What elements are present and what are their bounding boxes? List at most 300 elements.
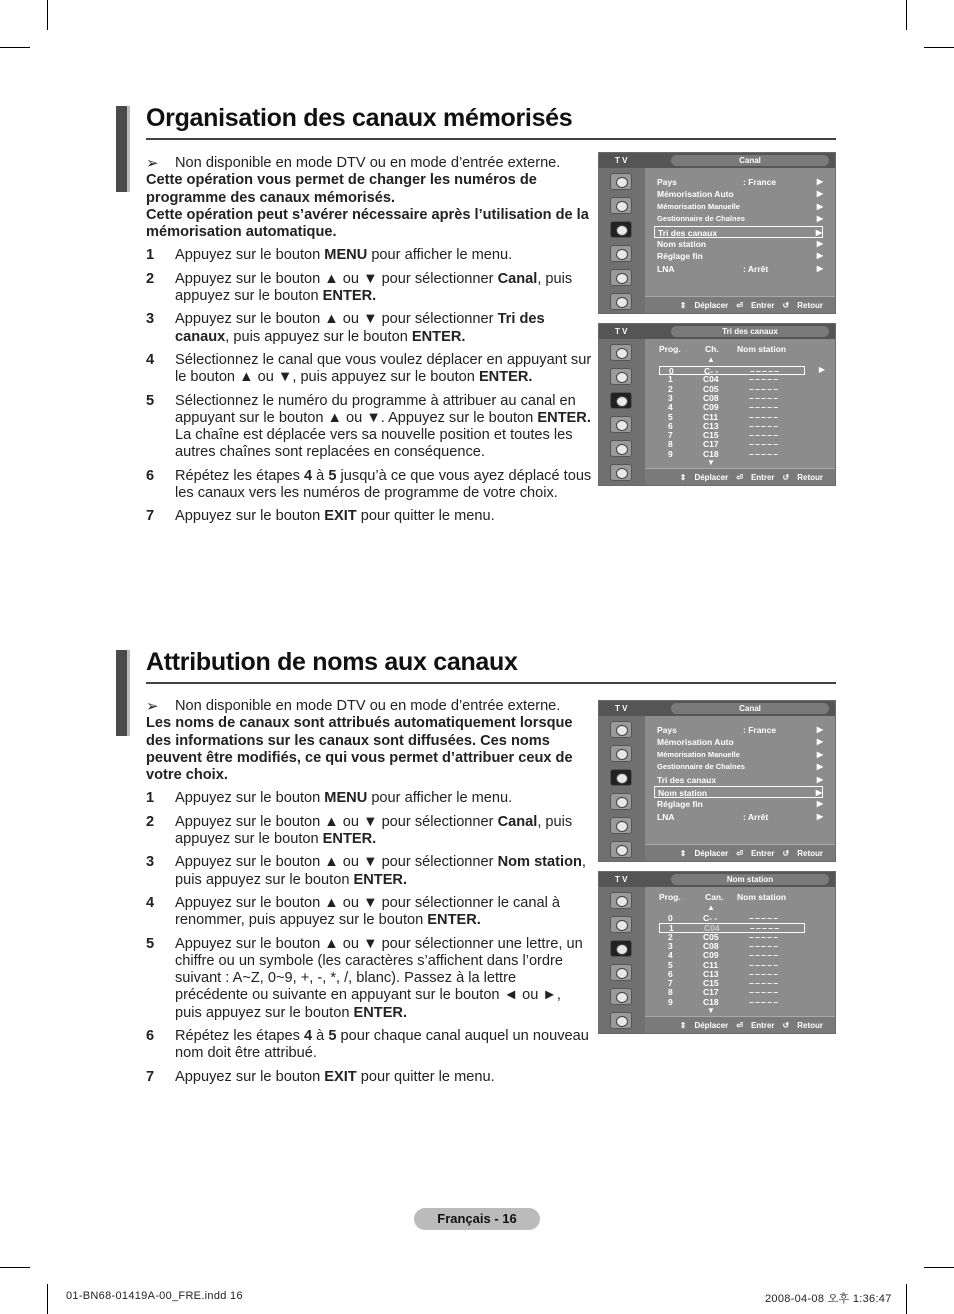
step-text-part: Appuyez sur le bouton ▲ ou ▼ pour sélectionner une lettre, un chiffre ou un symbole (les caractères s’affichent dans l’ordre suivant : A~Z, 0~9, +, -, *, /, blanc). Passez à la lettre précédente ou suivante en appuyant sur le bouton ◄ ou ►, puis appuyez sur le bouton xyxy=(175,935,583,1021)
cell-channel: C05 xyxy=(703,931,719,942)
menu-item-label: Gestionnaire de Chaînes xyxy=(657,214,745,224)
header-prog: Prog. xyxy=(659,344,681,354)
section-title: Attribution de noms aux canaux xyxy=(146,648,518,676)
menu-item xyxy=(657,213,823,225)
step-keyword: ENTER. xyxy=(353,871,408,888)
picture-icon xyxy=(610,173,632,190)
step-keyword: ENTER. xyxy=(478,369,533,386)
cell-name: – – – – – xyxy=(749,913,778,923)
steps-list xyxy=(146,790,590,1085)
cell-channel: C18 xyxy=(703,996,719,1007)
note-text: Non disponible en mode DTV ou en mode d’entrée externe. xyxy=(175,698,561,714)
sound-icon xyxy=(610,368,632,385)
step-text xyxy=(175,814,590,849)
grid-header xyxy=(659,892,823,904)
menu-item xyxy=(657,263,823,275)
menu-item-value: : France xyxy=(743,725,777,735)
cell-channel: C15 xyxy=(703,978,719,989)
step-text-part: , puis appuyez sur le bouton xyxy=(175,854,586,888)
setup-icon xyxy=(610,793,632,810)
footer-enter: Entrer xyxy=(750,300,775,310)
step-text xyxy=(175,1069,590,1086)
cell-name: – – – – – xyxy=(749,402,778,413)
arrow-right-icon: ▶ xyxy=(815,788,822,797)
step-keyword: ENTER. xyxy=(411,328,466,345)
updown-icon: ⇕ xyxy=(679,300,687,310)
tv-source-label: T V xyxy=(615,156,628,165)
step-item xyxy=(146,814,590,849)
cell-channel: C13 xyxy=(703,968,719,979)
step-text xyxy=(175,311,596,346)
step-text-part: pour afficher le menu. xyxy=(367,790,513,807)
table-row xyxy=(659,979,805,988)
tv-menu-title: Canal xyxy=(671,703,829,714)
menu-item xyxy=(657,238,823,250)
step-keyword: MENU xyxy=(324,247,368,264)
step-text-part: Appuyez sur le bouton ▲ ou ▼ pour sélectionner xyxy=(175,311,498,328)
step-number: 4 xyxy=(146,894,155,911)
section2-body xyxy=(146,698,590,1086)
menu-item xyxy=(657,724,823,736)
step-item xyxy=(146,247,596,264)
step-number: 6 xyxy=(146,467,155,484)
tv-sidebar xyxy=(599,716,645,861)
step-text-part: pour afficher le menu. xyxy=(367,247,513,264)
cell-prog: 0 xyxy=(668,913,673,923)
menu-item xyxy=(654,226,823,238)
table-row xyxy=(659,403,805,412)
step-number: 7 xyxy=(146,1068,155,1085)
cell-name: – – – – – xyxy=(749,940,778,951)
table-row xyxy=(659,942,805,951)
step-item xyxy=(146,352,596,387)
step-item xyxy=(146,854,590,889)
tv-footer xyxy=(645,296,835,313)
setup-icon xyxy=(610,416,632,433)
input-icon xyxy=(610,988,632,1005)
menu-item xyxy=(657,176,823,188)
cell-channel: C05 xyxy=(703,383,719,394)
step-item xyxy=(146,1028,590,1063)
arrow-right-icon: ▶ xyxy=(816,263,823,273)
step-text-part: à xyxy=(312,1028,329,1045)
application-icon xyxy=(610,841,632,858)
updown-icon: ⇕ xyxy=(679,1020,687,1030)
enter-icon: ⏎ xyxy=(736,848,743,858)
footer-back: Retour xyxy=(797,472,823,482)
enter-icon: ⏎ xyxy=(736,1020,743,1030)
footer-enter: Entrer xyxy=(750,1020,775,1030)
menu-item-label: Mémorisation Auto xyxy=(657,737,734,748)
step-text-part: Appuyez sur le bouton ▲ ou ▼ pour sélectionner xyxy=(175,270,498,287)
arrow-right-icon: ▶ xyxy=(816,177,823,186)
section-title: Organisation des canaux mémorisés xyxy=(146,104,573,132)
menu-item-label: Pays xyxy=(657,177,677,187)
menu-item-label: Nom station xyxy=(657,239,707,249)
enter-icon: ⏎ xyxy=(736,300,743,310)
step-keyword: EXIT xyxy=(324,1068,357,1085)
cell-prog: 5 xyxy=(668,959,673,970)
cell-name: – – – – – xyxy=(749,448,778,459)
step-keyword: 4 xyxy=(304,1028,313,1045)
cell-channel: C13 xyxy=(703,420,719,431)
grid-header xyxy=(659,344,823,356)
table-row xyxy=(659,440,805,449)
cell-channel: C08 xyxy=(703,940,719,951)
step-text xyxy=(175,247,596,264)
step-text-part: à xyxy=(312,467,329,484)
step-keyword: 5 xyxy=(328,1028,337,1045)
tv-header xyxy=(599,324,835,339)
menu-item xyxy=(657,250,823,262)
cell-name: – – – – – xyxy=(749,978,778,989)
crop-mark xyxy=(906,0,907,30)
cell-name: – – – – – xyxy=(749,996,778,1007)
page-number-badge: Français - 16 xyxy=(414,1208,540,1230)
cell-name: – – – – – xyxy=(749,374,778,385)
intro-text: Les noms de canaux sont attribués automatiquement lorsque des informations sur les canaux sont diffusées. Ces noms peuvent être modifiés, ce qui vous permet d’attribuer ceux de votre choix. xyxy=(146,715,573,784)
channel-icon xyxy=(610,221,632,238)
footer-move: Déplacer xyxy=(694,848,729,858)
intro-text: Cette opération vous permet de changer les numéros de programme des canaux mémorisés. xyxy=(146,172,537,206)
tv-footer xyxy=(645,468,835,485)
cell-name: – – – – – xyxy=(749,430,778,441)
step-text-part: Appuyez sur le bouton xyxy=(175,508,325,525)
cell-channel: C17 xyxy=(703,439,719,450)
crop-mark xyxy=(924,47,954,48)
step-text-part: Répétez les étapes xyxy=(175,1028,304,1045)
footer-move: Déplacer xyxy=(694,1020,729,1030)
cell-channel: C08 xyxy=(703,392,719,403)
step-number: 5 xyxy=(146,935,155,952)
scroll-up-icon: ▲ xyxy=(707,355,715,364)
cell-name: – – – – – xyxy=(749,420,778,431)
cell-channel: C04 xyxy=(703,374,719,385)
picture-icon xyxy=(610,892,632,909)
step-keyword: Nom station xyxy=(497,854,582,871)
step-item xyxy=(146,790,590,807)
step-number: 1 xyxy=(146,790,155,807)
footer-move: Déplacer xyxy=(694,300,729,310)
step-text xyxy=(175,393,596,462)
step-text xyxy=(175,1028,590,1063)
cell-prog: 9 xyxy=(668,448,673,459)
tv-header xyxy=(599,872,835,887)
cell-prog: 3 xyxy=(668,940,673,951)
step-item xyxy=(146,271,596,306)
tv-header xyxy=(599,701,835,716)
sound-icon xyxy=(610,916,632,933)
step-text xyxy=(175,468,596,503)
cell-prog: 0 xyxy=(669,366,674,376)
return-icon: ↺ xyxy=(782,300,790,310)
sound-icon xyxy=(610,745,632,762)
step-keyword: ENTER. xyxy=(353,1004,408,1021)
note-text: Non disponible en mode DTV ou en mode d’entrée externe. xyxy=(175,155,561,171)
tv-menu-tri-des-canaux xyxy=(598,323,836,486)
application-icon xyxy=(610,1012,632,1029)
channel-icon xyxy=(610,392,632,409)
arrow-right-icon: ▶ xyxy=(816,749,823,759)
menu-item-label: LNA xyxy=(657,263,675,274)
tv-header xyxy=(599,153,835,168)
crop-mark xyxy=(47,1284,48,1314)
picture-icon xyxy=(610,721,632,738)
footer-timestamp: 2008-04-08 오후 1:36:47 xyxy=(765,1293,892,1305)
step-keyword: Canal xyxy=(497,813,538,830)
footer-file-info: 01-BN68-01419A-00_FRE.indd 16 xyxy=(66,1290,243,1302)
menu-item-label: Gestionnaire de Chaînes xyxy=(657,762,745,772)
menu-item xyxy=(657,774,823,786)
step-text-part: Appuyez sur le bouton xyxy=(175,247,325,264)
sound-icon xyxy=(610,197,632,214)
picture-icon xyxy=(610,344,632,361)
cell-prog: 4 xyxy=(668,402,673,413)
cell-prog: 3 xyxy=(668,392,673,403)
step-text xyxy=(175,352,596,387)
arrow-right-icon: ▶ xyxy=(816,725,823,734)
step-number: 1 xyxy=(146,247,155,264)
crop-mark xyxy=(0,47,30,48)
setup-icon xyxy=(610,245,632,262)
step-text-part: , puis appuyez sur le bouton xyxy=(225,328,412,345)
step-item xyxy=(146,393,596,462)
cell-prog: 1 xyxy=(668,374,673,385)
cell-prog: 2 xyxy=(668,931,673,942)
arrow-right-icon: ▶ xyxy=(816,214,823,224)
footer-back: Retour xyxy=(797,848,823,858)
menu-item-label: Réglage fin xyxy=(657,251,703,262)
tv-content xyxy=(645,716,835,844)
input-icon xyxy=(610,440,632,457)
step-number: 3 xyxy=(146,854,155,871)
cell-prog: 7 xyxy=(668,978,673,989)
step-number: 6 xyxy=(146,1028,155,1045)
step-text-part: Sélectionnez le numéro du programme à attribuer au canal en appuyant sur le bouton ▲ ou ▼. Appuyez sur le bouton xyxy=(175,392,576,426)
step-keyword: MENU xyxy=(324,790,368,807)
step-text-part: pour quitter le menu. xyxy=(356,508,495,525)
arrow-right-icon: ▶ xyxy=(818,365,825,374)
section-bar xyxy=(116,650,130,736)
step-text-part: Appuyez sur le bouton ▲ ou ▼ pour sélectionner le canal à renommer, puis appuyez sur le bouton xyxy=(175,894,561,929)
note xyxy=(146,155,596,172)
arrow-right-icon: ▶ xyxy=(816,799,823,809)
menu-item-label: Tri des canaux xyxy=(658,227,718,238)
cell-name: – – – – – xyxy=(749,950,778,961)
footer-back: Retour xyxy=(797,300,823,310)
arrow-right-icon: ▶ xyxy=(815,227,822,237)
menu-item xyxy=(657,798,823,810)
arrow-right-icon: ▶ xyxy=(816,811,823,821)
tv-source-label: T V xyxy=(615,704,628,713)
table-row xyxy=(659,914,805,923)
menu-item-label: Réglage fin xyxy=(657,799,703,810)
cell-channel: C- - xyxy=(704,366,719,376)
menu-item xyxy=(657,761,823,773)
input-icon xyxy=(610,817,632,834)
cell-name: – – – – – xyxy=(749,987,778,998)
step-text-part: Répétez les étapes xyxy=(175,467,304,484)
section-rule xyxy=(146,138,836,140)
menu-item-label: Nom station xyxy=(658,788,708,798)
menu-item-value: : France xyxy=(743,177,777,187)
footer-enter: Entrer xyxy=(750,848,775,858)
step-text-part: pour chaque canal auquel un nouveau nom doit être attribué. xyxy=(175,1028,589,1062)
header-channel: Ch. xyxy=(705,344,719,354)
arrow-right-icon: ▶ xyxy=(816,189,823,199)
channel-icon xyxy=(610,769,632,786)
cell-channel: C- - xyxy=(703,913,718,923)
header-name: Nom station xyxy=(737,344,787,354)
input-icon xyxy=(610,269,632,286)
menu-item-value: : Arrêt xyxy=(743,263,769,274)
step-item xyxy=(146,1069,590,1086)
return-icon: ↺ xyxy=(782,472,790,482)
table-row xyxy=(659,375,805,384)
application-icon xyxy=(610,464,632,481)
cell-prog: 8 xyxy=(668,439,673,450)
arrow-right-icon: ▶ xyxy=(816,774,823,784)
crop-mark xyxy=(906,1284,907,1314)
note xyxy=(146,698,590,715)
step-item xyxy=(146,508,596,525)
tv-menu-canal xyxy=(598,700,836,862)
step-text xyxy=(175,790,590,807)
steps-list xyxy=(146,247,596,525)
cell-channel: C18 xyxy=(703,448,719,459)
table-row xyxy=(659,933,805,942)
footer-enter: Entrer xyxy=(750,472,775,482)
menu-item xyxy=(657,736,823,748)
step-number: 2 xyxy=(146,813,155,830)
step-number: 4 xyxy=(146,351,155,368)
step-number: 5 xyxy=(146,392,155,409)
step-text xyxy=(175,508,596,525)
cell-prog: 6 xyxy=(668,968,673,979)
cell-prog: 5 xyxy=(668,411,673,422)
tv-menu-title: Nom station xyxy=(671,874,829,885)
step-text-part: Appuyez sur le bouton xyxy=(175,1068,325,1085)
note-arrow-icon: ➢ xyxy=(146,698,159,715)
cell-channel: C15 xyxy=(703,430,719,441)
cell-name: – – – – – xyxy=(750,923,779,934)
step-item xyxy=(146,311,596,346)
tv-content xyxy=(645,339,835,468)
cell-name: – – – – – xyxy=(749,968,778,979)
cell-channel: C09 xyxy=(703,950,719,961)
step-keyword: ENTER. xyxy=(427,912,481,929)
enter-icon: ⏎ xyxy=(736,472,743,482)
footer-move: Déplacer xyxy=(694,472,729,482)
cell-prog: 7 xyxy=(668,430,673,441)
step-text-part: , puis appuyez sur le bouton xyxy=(175,270,573,305)
intro-text: Cette opération peut s’avérer nécessaire après l’utilisation de la mémorisation automatique. xyxy=(146,206,589,241)
table-row xyxy=(659,450,805,459)
menu-item xyxy=(657,749,823,761)
table-row xyxy=(659,413,805,422)
arrow-right-icon: ▶ xyxy=(816,737,823,747)
step-keyword: ENTER. xyxy=(322,288,377,305)
scroll-up-icon: ▲ xyxy=(707,903,715,912)
updown-icon: ⇕ xyxy=(679,848,687,858)
step-keyword: 4 xyxy=(304,467,313,484)
channel-icon xyxy=(610,940,632,957)
step-text-part: La chaîne est déplacée vers sa nouvelle position et toutes les autres chaînes sont replacées en conséquence. xyxy=(175,427,573,461)
crop-mark xyxy=(0,1267,30,1268)
step-text xyxy=(175,854,590,889)
menu-item-label: LNA xyxy=(657,811,675,822)
menu-item xyxy=(654,786,823,798)
step-text-part: , puis appuyez sur le bouton xyxy=(175,813,573,848)
table-row xyxy=(659,970,805,979)
cell-name: – – – – – xyxy=(750,366,779,376)
scroll-down-icon: ▼ xyxy=(707,1006,715,1015)
step-item xyxy=(146,895,590,930)
cell-name: – – – – – xyxy=(749,392,778,403)
footer-back: Retour xyxy=(797,1020,823,1030)
table-row xyxy=(659,923,805,932)
cell-channel: C11 xyxy=(703,411,719,422)
menu-item xyxy=(657,188,823,200)
arrow-right-icon: ▶ xyxy=(816,251,823,261)
tv-footer xyxy=(645,844,835,861)
step-text-part: Appuyez sur le bouton xyxy=(175,790,325,807)
return-icon: ↺ xyxy=(782,848,790,858)
step-keyword: ENTER. xyxy=(537,409,591,426)
menu-item-label: Mémorisation Auto xyxy=(657,189,734,200)
cell-prog: 2 xyxy=(668,383,673,394)
menu-item-label: Pays xyxy=(657,725,677,735)
step-text xyxy=(175,936,590,1022)
tv-sidebar xyxy=(599,887,645,1033)
step-keyword: ENTER. xyxy=(322,831,377,848)
cell-name: – – – – – xyxy=(749,931,778,942)
step-keyword: Canal xyxy=(497,270,538,287)
step-text-part: Appuyez sur le bouton ▲ ou ▼ pour sélectionner xyxy=(175,813,498,830)
menu-item xyxy=(657,811,823,823)
tv-footer xyxy=(645,1016,835,1033)
arrow-right-icon: ▶ xyxy=(816,239,823,248)
step-keyword: Tri des canaux xyxy=(175,311,545,345)
section-bar xyxy=(116,106,130,192)
cell-channel: C09 xyxy=(703,402,719,413)
tv-source-label: T V xyxy=(615,875,628,884)
table-row xyxy=(659,951,805,960)
table-row xyxy=(659,394,805,403)
table-row xyxy=(659,385,805,394)
step-text xyxy=(175,271,596,306)
step-text-part: Appuyez sur le bouton ▲ ou ▼ pour sélectionner xyxy=(175,854,498,871)
tv-sidebar xyxy=(599,339,645,485)
menu-item xyxy=(657,201,823,213)
menu-item-value: : Arrêt xyxy=(743,811,769,822)
step-item xyxy=(146,468,596,503)
table-row xyxy=(659,422,805,431)
step-number: 7 xyxy=(146,508,155,525)
updown-icon: ⇕ xyxy=(679,472,687,482)
step-item xyxy=(146,936,590,1022)
cell-name: – – – – – xyxy=(749,959,778,970)
cell-prog: 1 xyxy=(669,923,674,934)
arrow-right-icon: ▶ xyxy=(816,201,823,211)
cell-channel: C17 xyxy=(703,987,719,998)
header-prog: Prog. xyxy=(659,892,681,902)
tv-menu-nom-station xyxy=(598,871,836,1034)
tv-content xyxy=(645,887,835,1016)
step-text-part: pour quitter le menu. xyxy=(356,1068,495,1085)
step-keyword: 5 xyxy=(328,467,337,484)
table-row xyxy=(659,366,805,375)
